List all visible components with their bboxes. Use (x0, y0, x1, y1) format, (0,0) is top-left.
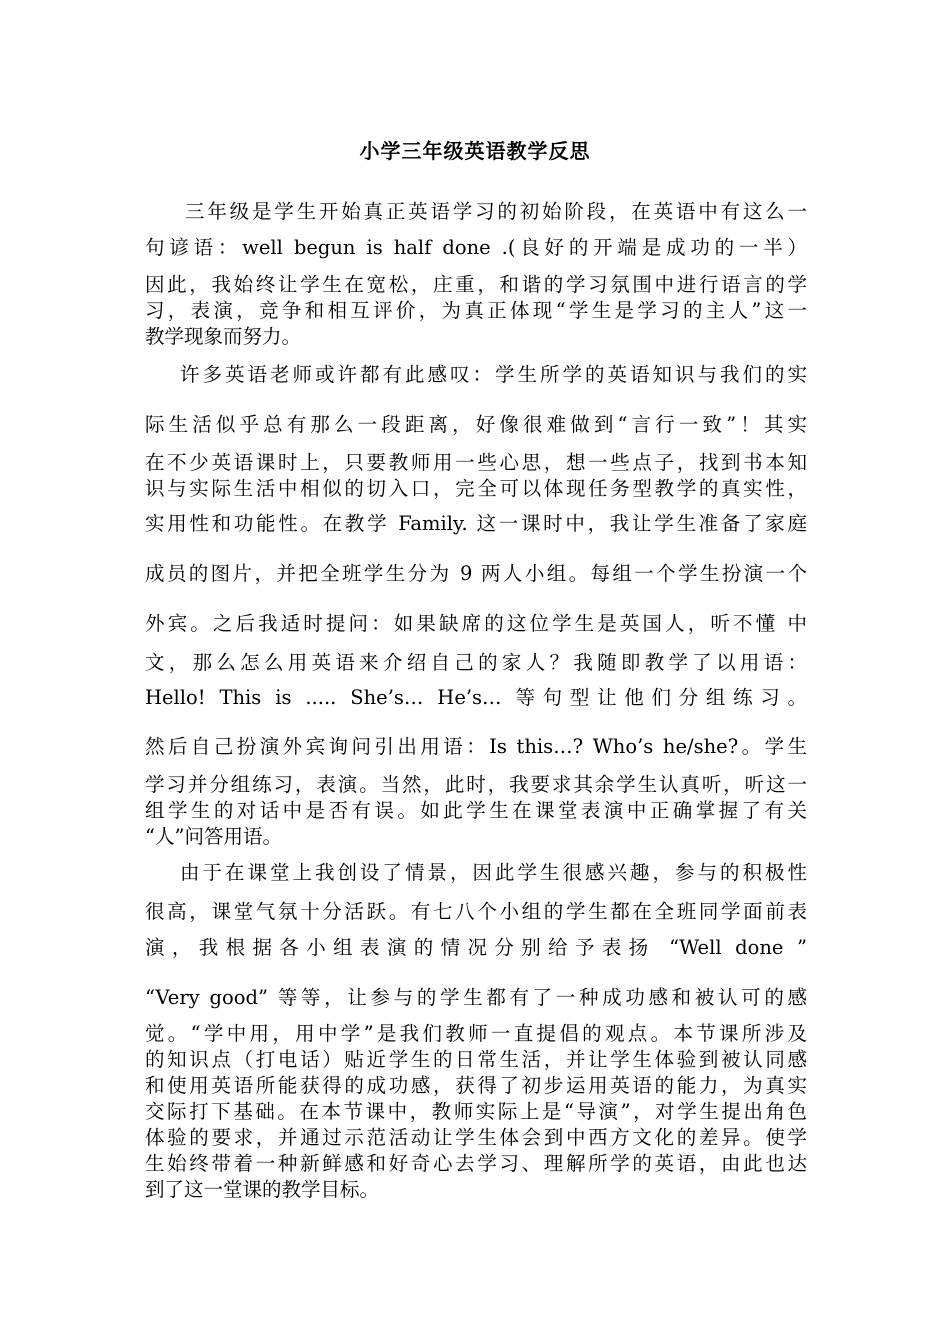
paragraph-line: 外宾。之后我适时提问：如果缺席的这位学生是英国人，听不懂 中 (145, 612, 807, 635)
paragraph-line: “人”问答用语。 (145, 825, 282, 848)
paragraph-line: 体验的要求，并通过示范活动让学生体会到中西方文化的差异。使学 (145, 1126, 807, 1149)
paragraph-line: Hello! This is ..... She’s… He’s… 等句型让他们分组练习。 (145, 686, 807, 709)
paragraph-line: 成员的图片，并把全班学生分为 9 两人小组。每组一个学生扮演一个 (145, 562, 807, 585)
paragraph-line: 际生活似乎总有那么一段距离，好像很难做到“言行一致”！其实 (145, 413, 807, 436)
paragraph-line: “Very good” 等等，让参与的学生都有了一种成功感和被认可的感 (145, 986, 807, 1009)
paragraph-line: 演，我根据各小组表演的情况分别给予表扬 “Well done ” (145, 936, 807, 959)
paragraph-line: 到了这一堂课的教学目标。 (145, 1178, 380, 1201)
paragraph-line: 觉。“学中用，用中学”是我们教师一直提倡的观点。本节课所涉及 (145, 1022, 807, 1045)
paragraph-line: 和使用英语所能获得的成功感，获得了初步运用英语的能力，为真实 (145, 1074, 807, 1097)
paragraph-line: 很高，课堂气氛十分活跃。有七八个小组的学生都在全班同学面前表 (145, 900, 807, 923)
paragraph-line: 的知识点（打电话）贴近学生的日常生活，并让学生体验到被认同感 (145, 1048, 807, 1071)
paragraph-line: 由于在课堂上我创设了情景，因此学生很感兴趣，参与的积极性 (180, 861, 807, 884)
paragraph-line: 句谚语：well begun is half done .(良好的开端是成功的一半） (145, 236, 807, 259)
paragraph-line: 许多英语老师或许都有此感叹：学生所学的英语知识与我们的实 (180, 363, 807, 386)
paragraph-line: 生始终带着一种新鲜感和好奇心去学习、理解所学的英语，由此也达 (145, 1152, 807, 1175)
paragraph-line: 教学现象而努力。 (145, 325, 302, 348)
paragraph-line: 识与实际生活中相似的切入口，完全可以体现任务型教学的真实性， (145, 477, 807, 500)
paragraph-line: 实用性和功能性。在教学 Family. 这一课时中，我让学生准备了家庭 (145, 512, 807, 535)
paragraph-line: 因此，我始终让学生在宽松，庄重，和谐的学习氛围中进行语言的学 (145, 273, 807, 296)
paragraph-line: 组学生的对话中是否有误。如此学生在课堂表演中正确掌握了有关 (145, 799, 807, 822)
paragraph-line: 学习并分组练习，表演。当然，此时，我要求其余学生认真听，听这一 (145, 773, 807, 796)
paragraph-line: 然后自己扮演外宾询问引出用语：Is this…? Who’s he/she?。学生 (145, 735, 807, 758)
paragraph-line: 三年级是学生开始真正英语学习的初始阶段，在英语中有这么一 (185, 200, 807, 223)
document-title: 小学三年级英语教学反思 (359, 139, 591, 163)
paragraph-line: 习，表演，竞争和相互评价，为真正体现“学生是学习的主人”这一 (145, 299, 807, 322)
paragraph-line: 在不少英语课时上，只要教师用一些心思，想一些点子，找到书本知 (145, 451, 807, 474)
paragraph-line: 交际打下基础。在本节课中，教师实际上是“导演”，对学生提出角色 (145, 1100, 807, 1123)
paragraph-line: 文，那么怎么用英语来介绍自己的家人？我随即教学了以用语： (145, 651, 807, 674)
